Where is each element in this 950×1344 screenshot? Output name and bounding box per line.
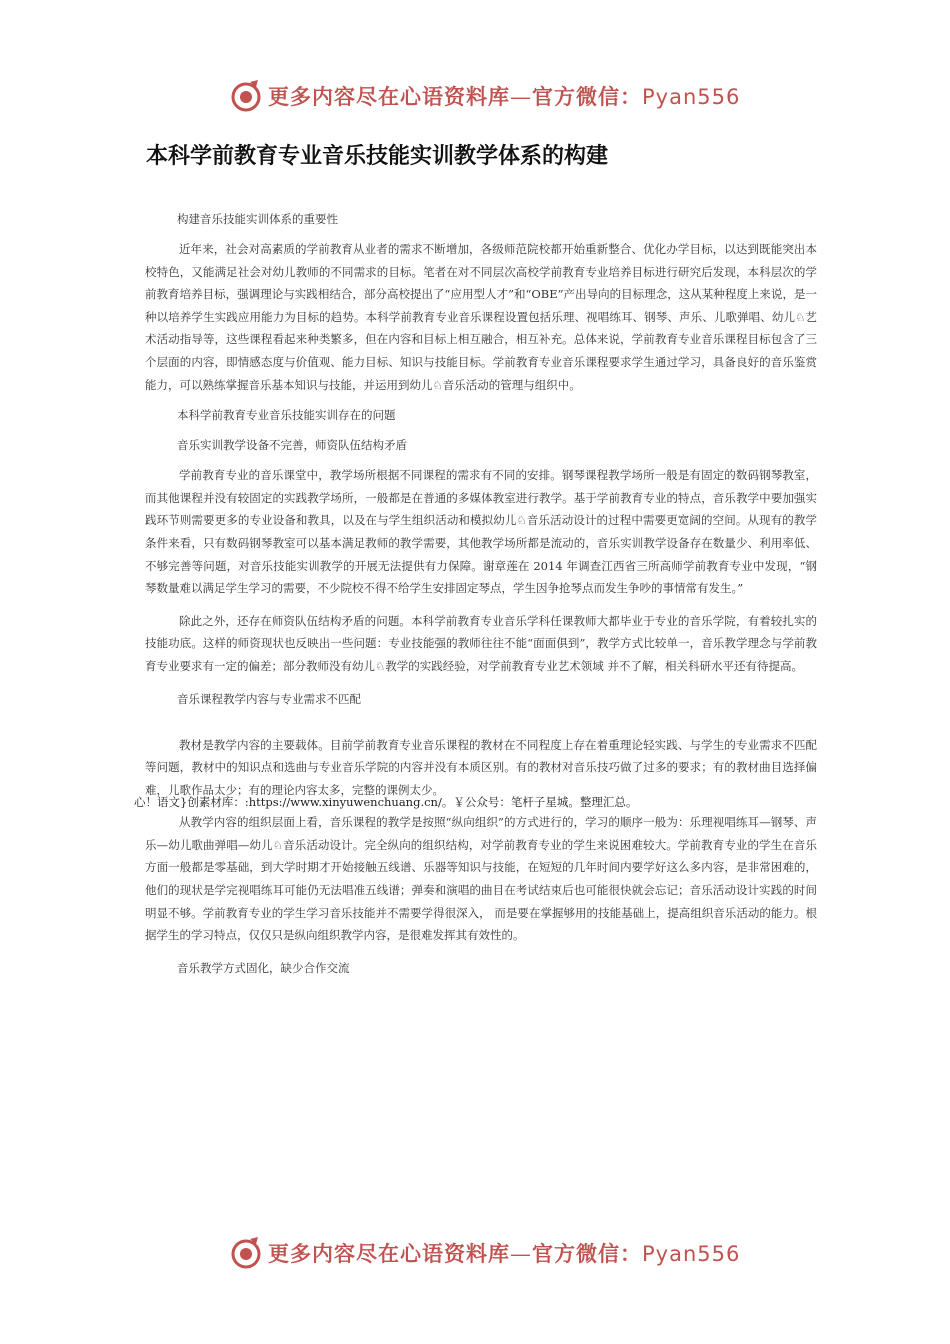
footer-banner <box>228 1233 740 1273</box>
subsection-heading: 音乐教学方式固化，缺少合作交流 <box>177 960 350 975</box>
banner-wechat-label: 官方微信： <box>532 1241 642 1266</box>
paragraph: 除此之外，还存在师资队伍结构矛盾的问题。本科学前教育专业音乐学科任课教师大都毕业于专业的音乐学院，有着较扎实的技能功底。这样的师资现状也反映出一些问题：专业技能强的教师往往不能“面面俱到”，教学方式比较单一，音乐教学理念与学前教育专业要求有一定的偏差；部分教师没有幼儿♘教学的实践经验，对学前教育专业艺术领域 并不了解，相关科研水平还有待提高。 <box>145 613 817 673</box>
subsection-heading: 音乐实训教学设备不完善，师资队伍结构矛盾 <box>177 438 407 453</box>
page-title: 本科学前教育专业音乐技能实训教学体系的构建 <box>146 144 609 169</box>
banner-text <box>268 81 740 111</box>
banner-slogan: 更多内容尽在心语资料库 <box>268 1241 510 1266</box>
header-banner <box>228 76 740 116</box>
banner-wechat-id: Pyan556 <box>642 85 741 109</box>
paragraph: 学前教育专业的音乐课堂中，教学场所根据不同课程的需求有不同的安排。钢琴课程教学场所一般是有固定的数码钢琴教室，而其他课程并没有较固定的实践教学场所，一般都是在普通的多媒体教室进行教学。基于学前教育专业的特点，音乐教学中要加强实践环节则需要更多的专业设备和教具，以及在与学生组织活动和模拟幼儿♘音乐活动设计的过程中需要更宽阔的空间。从现有的教学条件来看，只有数码钢琴教室可以基本满足教师的教学需要，其他教学场所都是流动的，音乐实训教学设备存在数量少、利用率低、不够完善等问题，对音乐技能实训教学的开展无法提供有力保障。谢章莲在 2014 年调查江西省三所高师学前教育专业中发现，“钢琴数量难以满足学生学习的需要，不少院校不得不给学生安排固定琴点，学生因争抢琴点而发生争吵的事情常有发生。” <box>145 468 817 596</box>
paragraph: 教材是教学内容的主要载体。目前学前教育专业音乐课程的教材在不同程度上存在着重理论轻实践、与学生的专业需求不匹配等问题，教材中的知识点和选曲与专业音乐学院的内容并没有本质区别。有的教材对音乐技巧做了过多的要求；有的教材曲目选择偏难，儿歌作品太少；有的理论内容太多，完整的课例太少。 <box>145 737 817 797</box>
banner-slogan: 更多内容尽在心语资料库 <box>268 84 510 109</box>
section-heading: 构建音乐技能实训体系的重要性 <box>177 212 338 226</box>
paragraph: 从教学内容的组织层面上看，音乐课程的教学是按照“纵向组织”的方式进行的，学习的顺序一般为：乐理视唱练耳—钢琴、声乐—幼儿歌曲弹唱—幼儿♘音乐活动设计。完全纵向的组织结构，对学前教育专业的学生来说困难较大。学前教育专业的学生在音乐方面一般都是零基础，到大学时期才开始接触五线谱、乐器等知识与技能，在短短的几年时间内要学好这么多内容，是非常困难的，他们的现状是学完视唱练耳可能仍无法唱准五线谱；弹奏和演唱的曲目在考试结束后也可能很快就会忘记；音乐活动设计实践的时间明显不够。学前教育专业的学生学习音乐技能并不需要学得很深入， 而是要在掌握够用的技能基础上，提高组织音乐活动的能力。根据学生的学习特点，仅仅只是纵向组织教学内容，是很难发挥其有效性的。 <box>145 815 817 943</box>
banner-wechat-id: Pyan556 <box>642 1242 741 1266</box>
brand-logo-icon <box>228 1235 264 1271</box>
banner-text <box>268 1238 740 1268</box>
banner-separator: — <box>510 85 532 109</box>
document-body <box>145 208 817 979</box>
paragraph: 近年来，社会对高素质的学前教育从业者的需求不断增加，各级师范院校都开始重新整合、优化办学目标，以达到既能突出本校特色，又能满足社会对幼儿教师的不同需求的目标。笔者在对不同层次高校学前教育专业培养目标进行研究后发现，本科层次的学前教育培养目标，强调理论与实践相结合，部分高校提出了“应用型人才”和“OBE”产出导向的目标理念，这从某种程度上来说，是一种以培养学生实践应用能力为目标的趋势。本科学前教育专业音乐课程设置包括乐理、视唱练耳、钢琴、声乐、儿歌弹唱、幼儿♘艺术活动指导等，这些课程看起来种类繁多，但在内容和目标上相互融合，相互补充。总体来说，学前教育专业音乐课程目标包含了三个层面的内容，即情感态度与价值观、能力目标、知识与技能目标。学前教育专业音乐课程要求学生通过学习，具备良好的音乐鉴赏能力，可以熟练掌握音乐基本知识与技能，并运用到幼儿♘音乐活动的管理与组织中。 <box>145 242 817 392</box>
subsection-heading: 音乐课程教学内容与专业需求不匹配 <box>177 691 361 706</box>
brand-logo-icon <box>228 78 264 114</box>
banner-wechat-label: 官方微信： <box>532 84 642 109</box>
watermark-text: 心！语文}创素材库：:https://www.xinyuwenchuang.cn/。￥公众号：笔杆子星城。整理汇总。 <box>134 795 638 809</box>
banner-separator: — <box>510 1242 532 1266</box>
section-heading: 本科学前教育专业音乐技能实训存在的问题 <box>177 408 396 423</box>
